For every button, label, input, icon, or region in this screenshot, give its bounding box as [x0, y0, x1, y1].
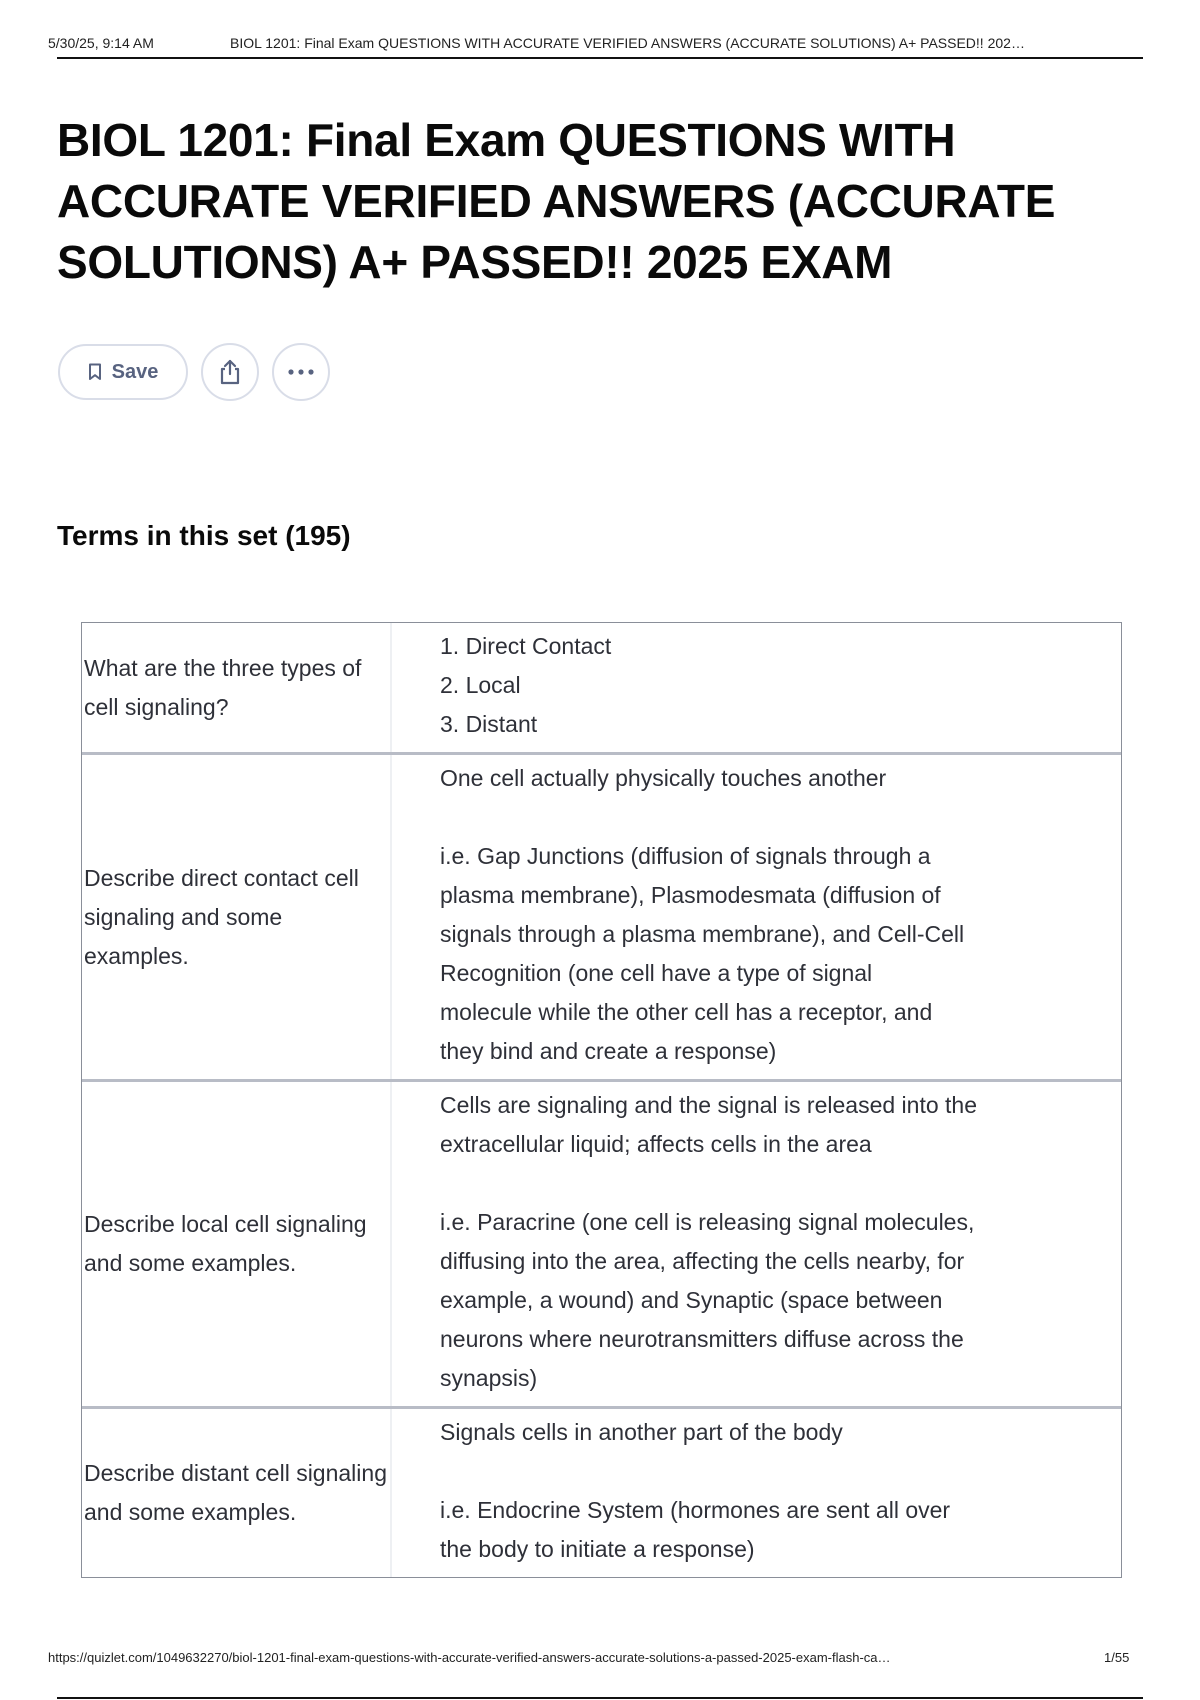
term-text: Describe local cell signaling and some examples. [82, 1082, 392, 1406]
term-row[interactable] [82, 1082, 1121, 1409]
definition-line [440, 1164, 1081, 1203]
definition-line: 3. Distant [440, 711, 538, 737]
term-row[interactable] [82, 1409, 1121, 1577]
page-title: BIOL 1201: Final Exam QUESTIONS WITH ACCURATE VERIFIED ANSWERS (ACCURATE SOLUTIONS) A+ PASSED!! 2025 EXAM [57, 114, 1056, 288]
print-footer [48, 1650, 1152, 1665]
term-text: Describe direct contact cell signaling and some examples. [82, 755, 392, 1079]
save-button-label: Save [111, 360, 159, 383]
definition-line: example, a wound) and Synaptic (space between [440, 1287, 943, 1313]
definition-line: they bind and create a response) [440, 1038, 777, 1064]
page-number: 1/55 [1104, 1650, 1130, 1665]
definition-text [392, 1082, 1121, 1406]
footer-divider [57, 1697, 1143, 1699]
bookmark-icon [88, 363, 102, 381]
definition-line: plasma membrane), Plasmodesmata (diffusion of [440, 882, 941, 908]
header-divider [57, 57, 1143, 59]
more-icon [287, 368, 315, 376]
definition-line: One cell actually physically touches another [440, 765, 887, 791]
share-icon [218, 359, 242, 385]
definition-line: the body to initiate a response) [440, 1536, 755, 1562]
action-bar [58, 343, 330, 401]
definition-line: Signals cells in another part of the body [440, 1419, 843, 1445]
definition-line: extracellular liquid; affects cells in the area [440, 1131, 872, 1157]
term-row[interactable] [82, 755, 1121, 1082]
print-header [48, 30, 1144, 56]
term-row[interactable] [82, 623, 1121, 755]
term-text: Describe distant cell signaling and some examples. [82, 1409, 392, 1577]
definition-line: synapsis) [440, 1365, 538, 1391]
print-url: https://quizlet.com/1049632270/biol-1201-final-exam-questions-with-accurate-verified-answers-accurate-solutions-a-passed-2025-exam-flash-ca… [48, 1650, 891, 1665]
definition-line: i.e. Gap Junctions (diffusion of signals through a [440, 843, 931, 869]
definition-text [392, 755, 1121, 1079]
terms-heading: Terms in this set (195) [57, 520, 351, 551]
definition-line: neurons where neurotransmitters diffuse across the [440, 1326, 964, 1352]
definition-line: signals through a plasma membrane), and Cell-Cell [440, 921, 965, 947]
definition-line [440, 798, 1081, 837]
term-text: What are the three types of cell signaling? [82, 623, 392, 752]
terms-table [81, 622, 1122, 1578]
print-doc-title: BIOL 1201: Final Exam QUESTIONS WITH ACCURATE VERIFIED ANSWERS (ACCURATE SOLUTIONS) A+ PASSED!! 202… [230, 35, 1025, 51]
definition-line: i.e. Endocrine System (hormones are sent all over [440, 1497, 951, 1523]
print-timestamp: 5/30/25, 9:14 AM [48, 35, 154, 51]
definition-text [392, 623, 1121, 752]
definition-line [440, 1452, 1081, 1491]
definition-line: i.e. Paracrine (one cell is releasing signal molecules, [440, 1209, 975, 1235]
save-button[interactable] [58, 344, 188, 400]
definition-line: Cells are signaling and the signal is released into the [440, 1092, 977, 1118]
definition-text [392, 1409, 1121, 1577]
share-button[interactable] [201, 343, 259, 401]
definition-line: diffusing into the area, affecting the cells nearby, for [440, 1248, 965, 1274]
more-options-button[interactable] [272, 343, 330, 401]
definition-line: 1. Direct Contact [440, 633, 612, 659]
definition-line: 2. Local [440, 672, 521, 698]
definition-line: molecule while the other cell has a receptor, and [440, 999, 933, 1025]
definition-line: Recognition (one cell have a type of signal [440, 960, 873, 986]
